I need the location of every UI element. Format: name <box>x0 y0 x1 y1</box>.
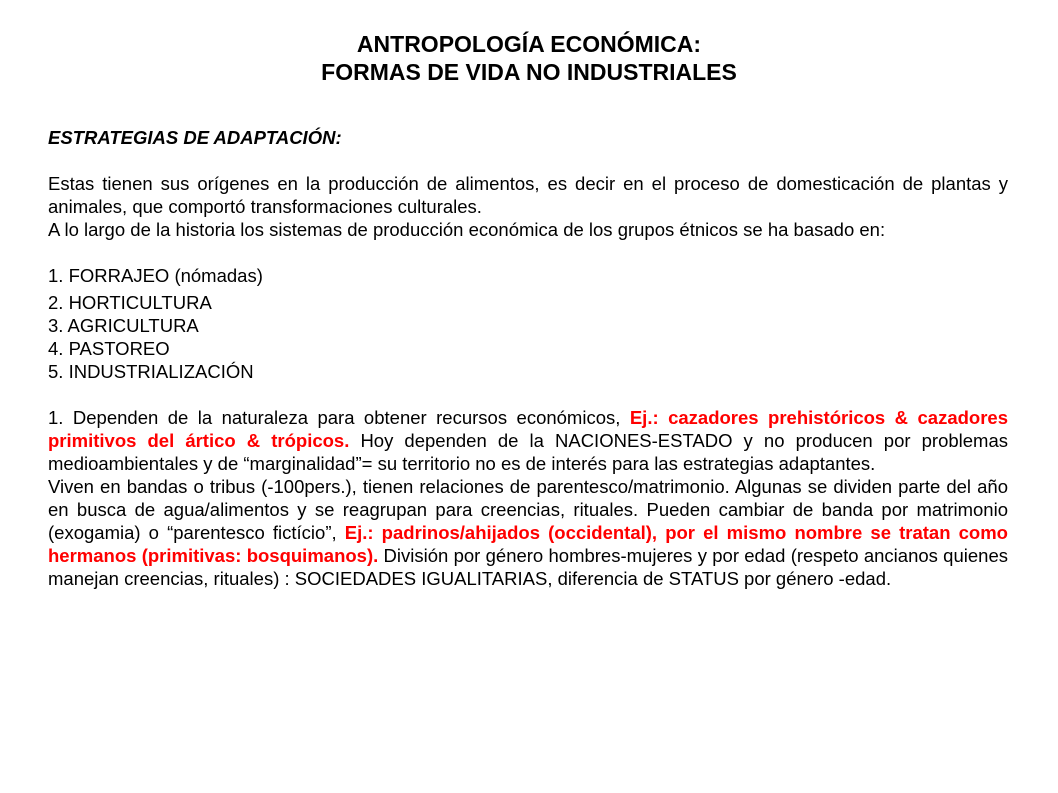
spacer <box>48 241 1008 264</box>
example-highlight: Ej.: padrinos/ahijados (occidental), por el mismo nombre se tratan como hermanos (primitivas: bosquimanos). <box>48 522 1008 566</box>
paragraph-text: Viven en bandas o tribus (-100pers.), tienen relaciones de parentesco/matrimonio. Algunas se dividen parte del año en busca de agua/alimentos y se reagrupan para creencias, rituales. Pueden cambiar de banda por matrimonio (exogamia) o “parentesco fictício”, <box>48 476 1008 543</box>
paragraph-text: Hoy dependen de la NACIONES-ESTADO y no producen por problemas medioambientales y de “marginalidad”= su territorio no es de interés para las estrategias adaptantes. <box>48 430 1009 474</box>
example-highlight: Ej.: cazadores prehistóricos & cazadores primitivos del ártico & trópicos. <box>48 407 1008 451</box>
paragraph-text: División por género hombres-mujeres y por edad (respeto ancianos quienes manejan creencias, rituales) : SOCIEDADES IGUALITARIAS, diferencia de STATUS por género -edad. <box>48 545 1008 589</box>
foraging-paragraph <box>48 406 1008 475</box>
intro-paragraph-2: A lo largo de la historia los sistemas de producción económica de los grupos étnicos se ha basado en: <box>48 219 886 240</box>
list-item: 5. INDUSTRIALIZACIÓN <box>48 361 254 382</box>
title-line-2: FORMAS DE VIDA NO INDUSTRIALES <box>321 59 737 85</box>
list-item: 1. FORRAJEO (nómadas) <box>48 265 263 286</box>
list-item: 4. PASTOREO <box>48 338 170 359</box>
title-line-1: ANTROPOLOGÍA ECONÓMICA: <box>356 31 702 57</box>
section-heading: ESTRATEGIAS DE ADAPTACIÓN: <box>48 127 342 148</box>
list-item: 3. AGRICULTURA <box>48 315 199 336</box>
strategy-list <box>48 264 1008 383</box>
content-body <box>48 126 1008 590</box>
bands-paragraph <box>48 475 1008 590</box>
spacer <box>48 383 1008 406</box>
paragraph-text: 1. Dependen de la naturaleza para obtener recursos económicos, <box>48 407 630 428</box>
intro-paragraph-1: Estas tienen sus orígenes en la producción de alimentos, es decir en el proceso de domesticación de plantas y animales, que comportó transformaciones culturales. <box>48 173 1008 217</box>
page-title <box>0 30 1058 86</box>
list-item: 2. HORTICULTURA <box>48 292 212 313</box>
